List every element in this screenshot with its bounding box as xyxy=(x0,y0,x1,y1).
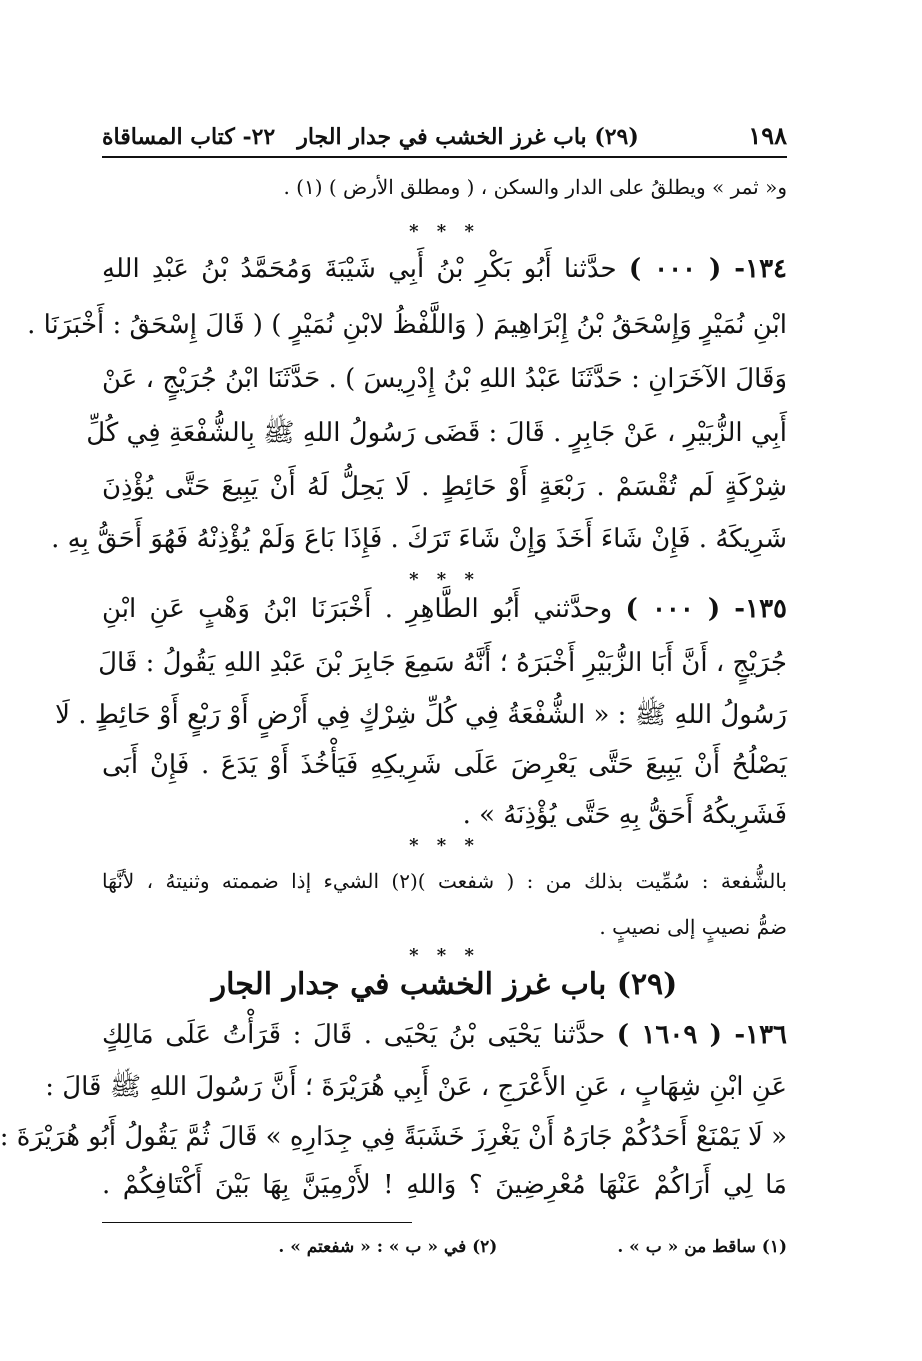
hadith-135-line-4: يَصْلُحُ أَنْ يَبِيعَ حَتَّى يَعْرِضَ عَلَى شَرِيكِهِ فَيَأْخُذَ أَوْ يَدَعَ . فَإِنْ أَبَى xyxy=(102,750,787,780)
page-number: ١٩٨ xyxy=(748,121,787,150)
hadith-136-line-3: « لَا يَمْنَعْ أَحَدُكُمْ جَارَهُ أَنْ يَغْرِزَ خَشَبَةً فِي جِدَارِهِ » قَالَ ثُمَّ يَقُولُ أَبُو هُرَيْرَةَ : xyxy=(0,1122,787,1152)
hadith-136-number: ١٣٦- ( ١٦٠٩ ) xyxy=(616,1020,788,1050)
gloss-shufa-line-1: بالشُّفعة : سُمِّيت بذلك من : ( شفعت )(٢) الشيء إذا ضممته وثنيتهُ ، لأنَّهَا xyxy=(102,869,787,893)
hadith-135-line-2: جُرَيْجٍ ، أَنَّ أَبَا الزُّبَيْرِ أَخْبَرَهُ ؛ أَنَّهُ سَمِعَ جَابِرَ بْنَ عَبْدِ اللهِ يَقُولُ : قَالَ xyxy=(98,648,787,678)
hadith-134-number: ١٣٤- ( ٠٠٠ ) xyxy=(628,254,788,284)
footnote-divider xyxy=(102,1222,412,1223)
footnote-2: (٢) في « ب » : « شفعتم » . xyxy=(278,1237,498,1257)
hadith-134-line-3: وَقَالَ الآخَرَانِ : حَدَّثَنَا عَبْدُ اللهِ بْنُ إِدْرِيسَ ) . حَدَّثَنَا ابْنُ جُرَيْجٍ ، عَنْ xyxy=(102,364,787,394)
hadith-134-line-2: ابْنِ نُمَيْرٍ وَإِسْحَقُ بْنُ إِبْرَاهِيمَ ( وَاللَّفْظُ لابْنِ نُمَيْرٍ ) ( قَالَ إِسْحَقُ : أَخْبَرَنَا . xyxy=(27,310,787,340)
hadith-136-line-1: ١٣٦- ( ١٦٠٩ ) حدَّثنا يَحْيَى بْنُ يَحْيَى . قَالَ : قَرَأْتُ عَلَى مَالِكٍ xyxy=(102,1020,788,1050)
separator-stars: * * * xyxy=(409,835,480,856)
hadith-136-line-4: مَا لِي أَرَاكُمْ عَنْهَا مُعْرِضِينَ ؟ وَاللهِ ! لأَرْمِيَنَّ بِهَا بَيْنَ أَكْتَافِكُمْ . xyxy=(102,1170,787,1200)
footnotes xyxy=(102,1234,787,1260)
running-header xyxy=(102,112,787,158)
hadith-135-line-1: ١٣٥- ( ٠٠٠ ) وحدَّثني أَبُو الطَّاهِرِ . أَخْبَرَنَا ابْنُ وَهْبٍ عَنِ ابْنِ xyxy=(102,594,788,624)
footnote-1: (١) ساقط من « ب » . xyxy=(617,1237,787,1257)
hadith-135-number: ١٣٥- ( ٠٠٠ ) xyxy=(625,594,788,624)
hadith-135-line-3: رَسُولُ اللهِ ﷺ : « الشُّفْعَةُ فِي كُلِّ شِرْكٍ فِي أَرْضٍ أَوْ رَبْعٍ أَوْ حَائِطٍ . لَا xyxy=(55,700,787,730)
separator-stars: * * * xyxy=(409,221,480,242)
hadith-134-line-5: شِرْكَةٍ لَم تُقْسَمْ . رَبْعَةٍ أَوْ حَائِطٍ . لَا يَحِلُّ لَهُ أَنْ يَبِيعَ حَتَّى يُؤْذِنَ xyxy=(102,472,787,502)
hadith-134-line-4: أَبِي الزُّبَيْرِ ، عَنْ جَابِرٍ . قَالَ : قَضَى رَسُولُ اللهِ ﷺ بِالشُّفْعَةِ فِي كُلِّ xyxy=(86,418,787,448)
hadith-135-line-5: فَشَرِيكُهُ أَحَقُّ بِهِ حَتَّى يُؤْذِنَهُ » . xyxy=(462,800,787,830)
chapter-heading: (٢٩) باب غرز الخشب في جدار الجار xyxy=(211,967,678,1002)
hadith-134-line-6: شَرِيكَهُ . فَإِنْ شَاءَ أَخَذَ وَإِنْ شَاءَ تَرَكَ . فَإِذَا بَاعَ وَلَمْ يُؤْذِنْهُ فَهُوَ أَحَقُّ بِهِ . xyxy=(51,524,787,554)
separator-stars: * * * xyxy=(409,569,480,590)
hadith-136-line-2: عَنِ ابْنِ شِهَابٍ ، عَنِ الأَعْرَجِ ، عَنْ أَبِي هُرَيْرَةَ ؛ أَنَّ رَسُولَ اللهِ ﷺ قَالَ : xyxy=(45,1072,787,1102)
header-chapter-title: (٢٩) باب غرز الخشب في جدار الجار xyxy=(297,124,639,150)
header-book-title: ٢٢- كتاب المساقاة xyxy=(102,124,276,150)
gloss-shufa-line-2: ضمُّ نصيبٍ إلى نصيبٍ . xyxy=(599,915,787,939)
top-gloss: و« ثمر » ويطلقُ على الدار والسكن ، ( ومطلق الأرض ) (١) . xyxy=(283,175,787,199)
hadith-134-line-1: ١٣٤- ( ٠٠٠ ) حدَّثنا أَبُو بَكْرِ بْنُ أَبِي شَيْبَةَ وَمُحَمَّدُ بْنُ عَبْدِ اللهِ xyxy=(102,254,788,284)
separator-stars: * * * xyxy=(409,945,480,966)
